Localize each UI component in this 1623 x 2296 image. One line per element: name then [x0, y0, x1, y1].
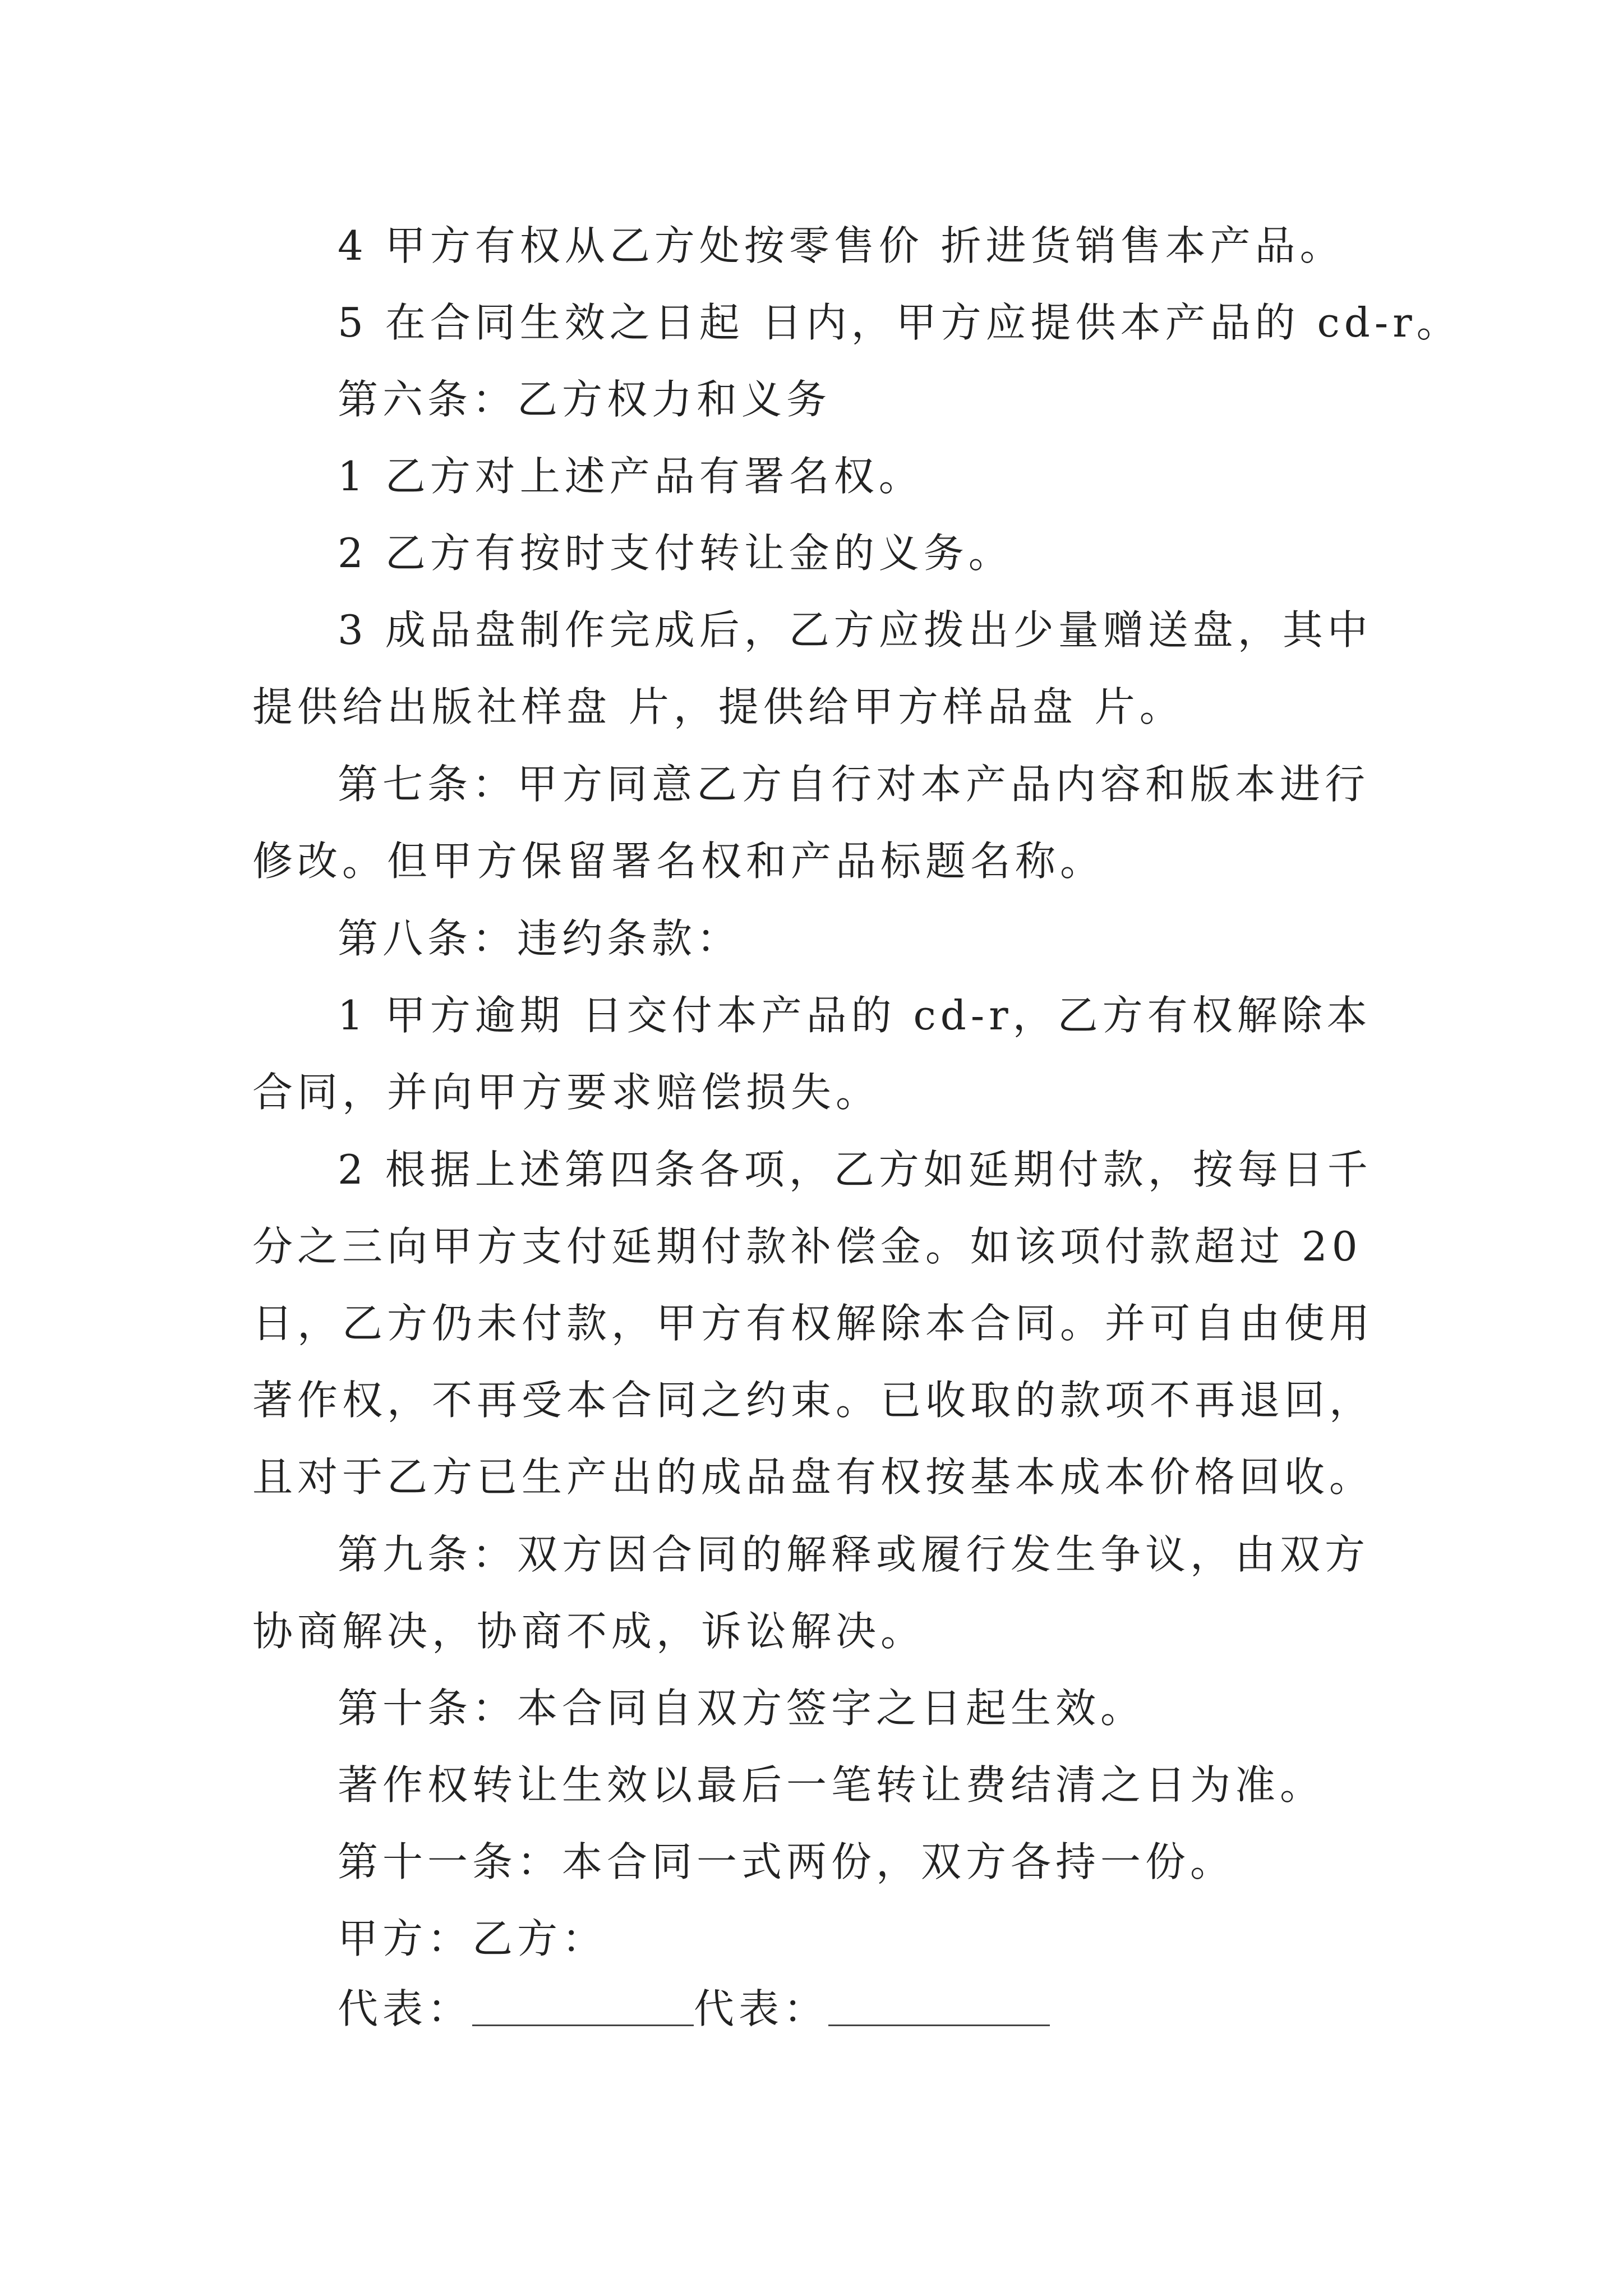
signature-row [338, 1971, 1403, 2047]
parties-line: 甲方：乙方： [338, 1915, 607, 1962]
article-6-item-2: 2 乙方有按时支付转让金的义务。 [338, 530, 1013, 577]
article-11: 第十一条：本合同一式两份，双方各持一份。 [338, 1838, 1235, 1885]
representative-a-signature-blank[interactable] [472, 1971, 694, 2026]
transfer-effective-clause: 著作权转让生效以最后一笔转让费结清之日为准。 [338, 1761, 1325, 1809]
article-8-item-2: 2 根据上述第四条各项，乙方如延期付款，按每日千分之三向甲方支付延期付款补偿金。如该项付款超过 20 日，乙方仍未付款，甲方有权解除本合同。并可自由使用著作权，不再受本合同之约束。已收取的款项不再退回，且对于乙方已生产出的成品盘有权按基本成本价格回收。 [252, 1146, 1375, 1501]
article-8-item-1: 1 甲方逾期 日交付本产品的 cd-r，乙方有权解除本合同，并向甲方要求赔偿损失。 [252, 992, 1372, 1116]
article-6-item-3: 3 成品盘制作完成后，乙方应拨出少量赠送盘，其中提供给出版社样盘 片，提供给甲方样品盘 片。 [252, 606, 1372, 730]
article-7: 第七条：甲方同意乙方自行对本产品内容和版本进行修改。但甲方保留署名权和产品标题名称。 [252, 761, 1370, 885]
representative-a-label: 代表： [338, 1985, 473, 2032]
representative-b-label: 代表： [694, 1985, 829, 2032]
article-9: 第九条：双方因合同的解释或履行发生争议，由双方协商解决，协商不成，诉讼解决。 [252, 1531, 1370, 1655]
representative-b-signature-blank[interactable] [828, 1971, 1050, 2026]
article-6-heading: 第六条：乙方权力和义务 [338, 376, 832, 423]
clause-5-line: 5 在合同生效之日起 日内，甲方应提供本产品的 cd-r。 [338, 299, 1461, 346]
clause-4-line: 4 甲方有权从乙方处按零售价 折进货销售本产品。 [338, 222, 1345, 269]
article-8-heading: 第八条：违约条款： [338, 915, 742, 962]
article-6-item-1: 1 乙方对上述产品有署名权。 [338, 453, 924, 500]
article-10: 第十条：本合同自双方签字之日起生效。 [338, 1685, 1146, 1732]
